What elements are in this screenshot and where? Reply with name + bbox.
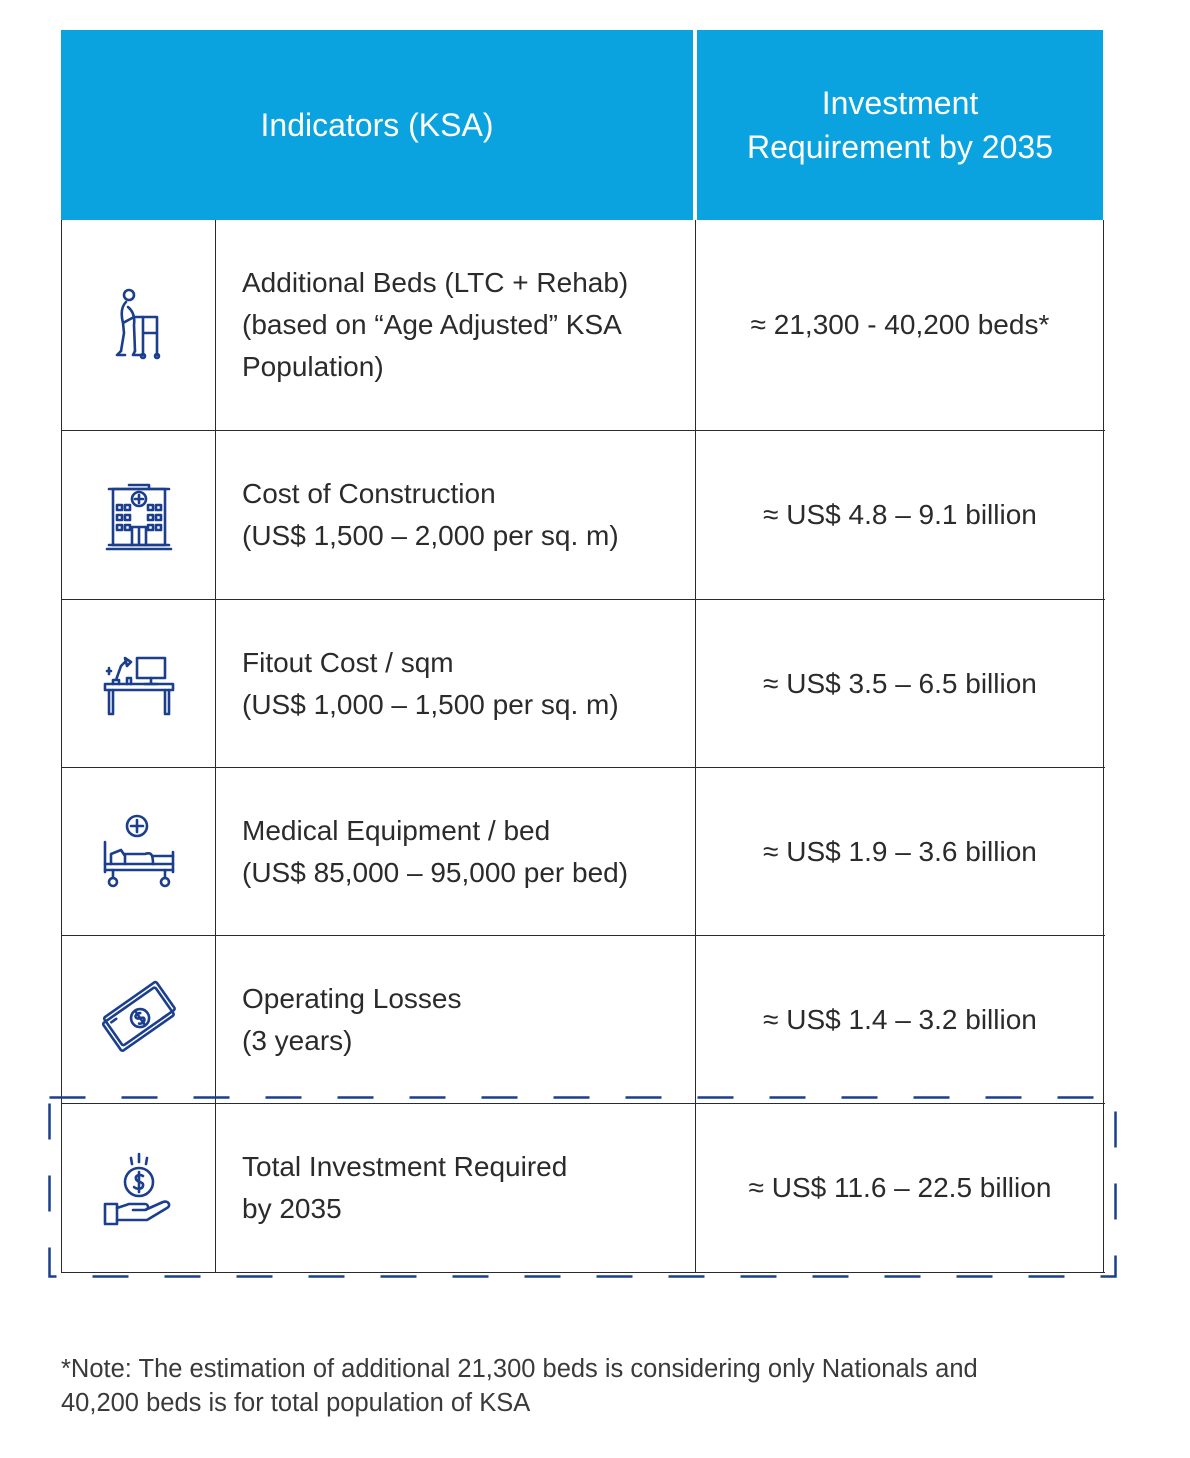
elderly-walker-icon [99, 285, 179, 365]
row-value: ≈ US$ 11.6 – 22.5 billion [748, 1172, 1052, 1203]
row-value: ≈ US$ 3.5 – 6.5 billion [763, 667, 1037, 699]
row-label-line: Fitout Cost / sqm [242, 646, 454, 678]
total-highlight-dashed-frame [48, 1096, 1117, 1278]
row-label-line: Additional Beds (LTC + Rehab) [242, 267, 629, 298]
row-label-line: Population) [242, 351, 384, 382]
row-label-line: (3 years) [242, 1024, 353, 1056]
row-value: ≈ 21,300 - 40,200 beds* [750, 309, 1050, 340]
row-label-line: (US$ 1,000 – 1,500 per sq. m) [242, 688, 619, 720]
footnote [61, 1352, 1111, 1420]
row-label-line: Operating Losses [242, 982, 462, 1014]
table-row-operating-losses [62, 936, 1105, 1104]
row-label-line: Medical Equipment / bed [242, 814, 551, 846]
footnote-line1: *Note: The estimation of additional 21,300 beds is considering only Nationals and [61, 1355, 978, 1383]
row-value: ≈ US$ 4.8 – 9.1 billion [763, 499, 1037, 530]
desk-workstation-icon [99, 644, 179, 724]
row-value: ≈ US$ 1.4 – 3.2 billion [763, 1003, 1037, 1035]
header-indicators-label: Indicators (KSA) [260, 107, 494, 143]
row-label-line: (US$ 85,000 – 95,000 per bed) [242, 856, 629, 888]
row-label-line: (based on “Age Adjusted” KSA [242, 309, 622, 340]
row-label-line: Cost of Construction [242, 478, 496, 509]
hospital-building-icon [99, 475, 179, 555]
footnote-line2: 40,200 beds is for total population of KSA [61, 1389, 531, 1417]
table-row-additional-beds [62, 220, 1105, 431]
row-label-line: (US$ 1,500 – 2,000 per sq. m) [242, 520, 619, 551]
table-row-fitout [62, 600, 1105, 768]
row-label-line: by 2035 [242, 1193, 342, 1224]
header-investment-line2: Requirement by 2035 [747, 129, 1053, 165]
header-investment-line1: Investment [821, 85, 979, 121]
row-label-line: Total Investment Required [242, 1151, 568, 1182]
table-row-construction [62, 431, 1105, 600]
row-value: ≈ US$ 1.9 – 3.6 billion [763, 835, 1037, 867]
header-investment [697, 30, 1103, 220]
table-row-medical-equipment [62, 768, 1105, 936]
hospital-bed-icon [99, 812, 179, 892]
money-bills-icon [99, 980, 179, 1060]
header-indicators [61, 30, 693, 220]
